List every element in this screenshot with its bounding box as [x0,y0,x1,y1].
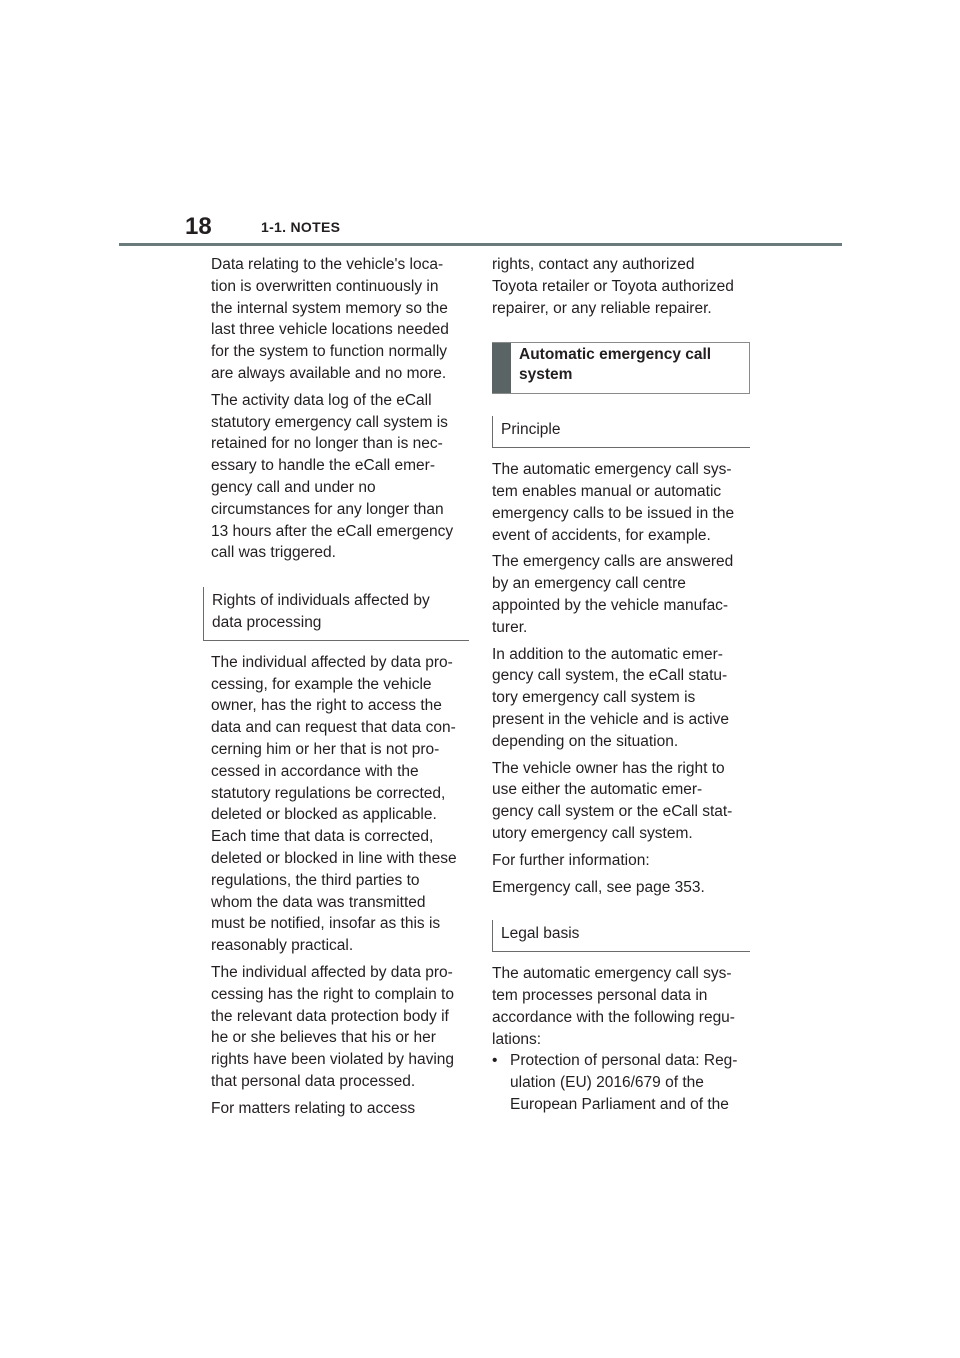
subheading-principle: Principle [492,416,750,448]
paragraph: In addition to the automatic emer- gency call system, the eCall statu- tory emergency call system is present in the vehicle and is active depending on the situation. [492,645,729,750]
paragraph: For matters relating to access [211,1099,416,1117]
headline-title: Automatic emergency call system [519,346,712,384]
paragraph: Data relating to the vehicle's loca- tion is overwritten continuously in the internal system memory so the last three vehicle locations needed for the system to function normally are always available and no more. [211,256,449,382]
left-column [211,254,469,1124]
paragraph: rights, contact any authorized Toyota retailer or Toyota authorized repairer, or any reliable repairer. [492,256,734,317]
paragraph: The emergency calls are answered by an emergency call centre appointed by the vehicle manufac- turer. [492,553,734,636]
section-title: 1-1. NOTES [261,219,341,235]
list-item [492,1050,750,1115]
headline-box [492,342,750,394]
paragraph: The activity data log of the eCall statutory emergency call system is retained for no longer than is nec- essary to handle the eCall emer- gency call and under no circumstances for any longer than 13 hours after the eCall emergency call was triggered. [211,391,454,562]
subheading-rights: Rights of individuals affected by data processing [203,587,469,641]
right-column [492,254,750,1116]
paragraph: Emergency call, see page 353. [492,878,705,896]
header-divider [119,243,842,246]
bullet-icon: • [492,1052,498,1070]
paragraph: The individual affected by data pro- cessing, for example the vehicle owner, has the right to access the data and can request that data con- cerning him or her that is not pro- cessed in accordance with the statutory regulations be corrected, deleted or blocked as applicable. Each time that data is corrected, deleted or blocked in line with these regulations, the third parties to whom the data was transmitted must be notified, insofar as this is reasonably practical. [211,653,457,955]
paragraph: For further information: [492,851,650,869]
subheading-legal-basis: Legal basis [492,920,750,952]
list-item-text: Protection of personal data: Reg- ulation (EU) 2016/679 of the European Parliament and of the [510,1052,738,1113]
paragraph: The automatic emergency call sys- tem enables manual or automatic emergency calls to be issued in the event of accidents, for example. [492,461,735,544]
paragraph: The individual affected by data pro- cessing has the right to complain to the relevant data protection body if he or she believes that his or her rights have been violated by having that personal data processed. [211,963,454,1090]
paragraph: The automatic emergency call sys- tem processes personal data in accordance with the following regu- lations: [492,965,735,1048]
page-header [0,0,960,250]
headline-marker [492,343,511,393]
paragraph: The vehicle owner has the right to use either the automatic emer- gency call system or the eCall stat- utory emergency call system. [492,759,733,842]
page-number: 18 [185,213,212,240]
